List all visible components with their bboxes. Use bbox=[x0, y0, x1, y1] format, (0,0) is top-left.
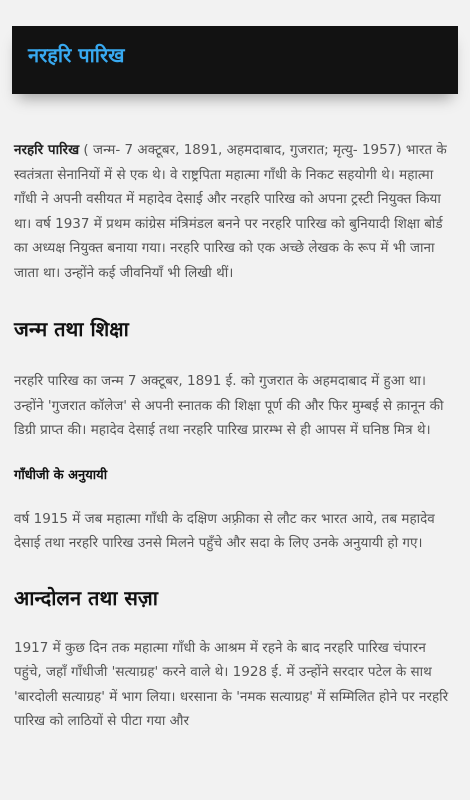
section-paragraph-birth-education: नरहरि पारिख का जन्म 7 अक्टूबर, 1891 ई. को गुजरात के अहमदाबाद में हुआ था। उन्होंने 'गुजरात कॉलेज' से अपनी स्नातक की शिक्षा पूर्ण की और फिर मुम्बई से क़ानून की डिग्री प्राप्त की। महादेव देसाई तथा नरहरि पारिख प्रारम्भ से ही आपस में घनिष्ठ मित्र थे। bbox=[14, 373, 444, 438]
page-title: नरहरि पारिख bbox=[28, 42, 125, 67]
section-heading-gandhi-follower: गाँधीजी के अनुयायी bbox=[14, 467, 108, 483]
intro-text: ( जन्म- 7 अक्टूबर, 1891, अहमदाबाद, गुजरात; मृत्यु- 1957) भारत के स्वतंत्रता सेनानियों में से एक थे। वे राष्ट्रपिता महात्मा गाँधी के निकट सहयोगी थे। महात्मा गाँधी ने अपनी वसीयत में महादेव देसाई और नरहरि पारिख को अपना ट्रस्टी नियुक्त किया था। वर्ष 1937 में प्रथम कांग्रेस मंत्रिमंडल बनने पर नरहरि पारिख को बुनियादी शिक्षा बोर्ड का अध्यक्ष नियुक्त बनाया गया। नरहरि पारिख को एक अच्छे लेखक के रूप में भी जाना जाता था। उन्होंने कई जीवनियाँ भी लिखी थीं। bbox=[14, 142, 447, 281]
section-paragraph-gandhi-follower: वर्ष 1915 में जब महात्मा गाँधी के दक्षिण अफ़्रीका से लौट कर भारत आये, तब महादेव देसाई तथा नरहरि पारिख उनसे मिलने पहुँचे और सदा के लिए उनके अनुयायी हो गए। bbox=[14, 510, 435, 551]
title-bar bbox=[12, 26, 458, 94]
article-body bbox=[0, 138, 470, 734]
intro-paragraph bbox=[14, 138, 456, 285]
section-paragraph-movement-punishment: 1917 में कुछ दिन तक महात्मा गाँधी के आश्रम में रहने के बाद नरहरि पारिख चंपारन पहुंचे, जहाँ गाँधीजी 'सत्याग्रह' करने वाले थे। 1928 ई. में उन्होंने सरदार पटेल के साथ 'बारदोली सत्याग्रह' में भाग लिया। धरसाना के 'नमक सत्याग्रह' में सम्मिलित होने पर नरहरि पारिख को लाठियों से पीटा गया और bbox=[14, 639, 449, 729]
page-header bbox=[0, 0, 470, 94]
section-heading-movement-punishment: आन्दोलन तथा सज़ा bbox=[14, 585, 158, 610]
section-heading-birth-education: जन्म तथा शिक्षा bbox=[14, 317, 129, 341]
intro-bold-name: नरहरि पारिख bbox=[14, 142, 80, 158]
